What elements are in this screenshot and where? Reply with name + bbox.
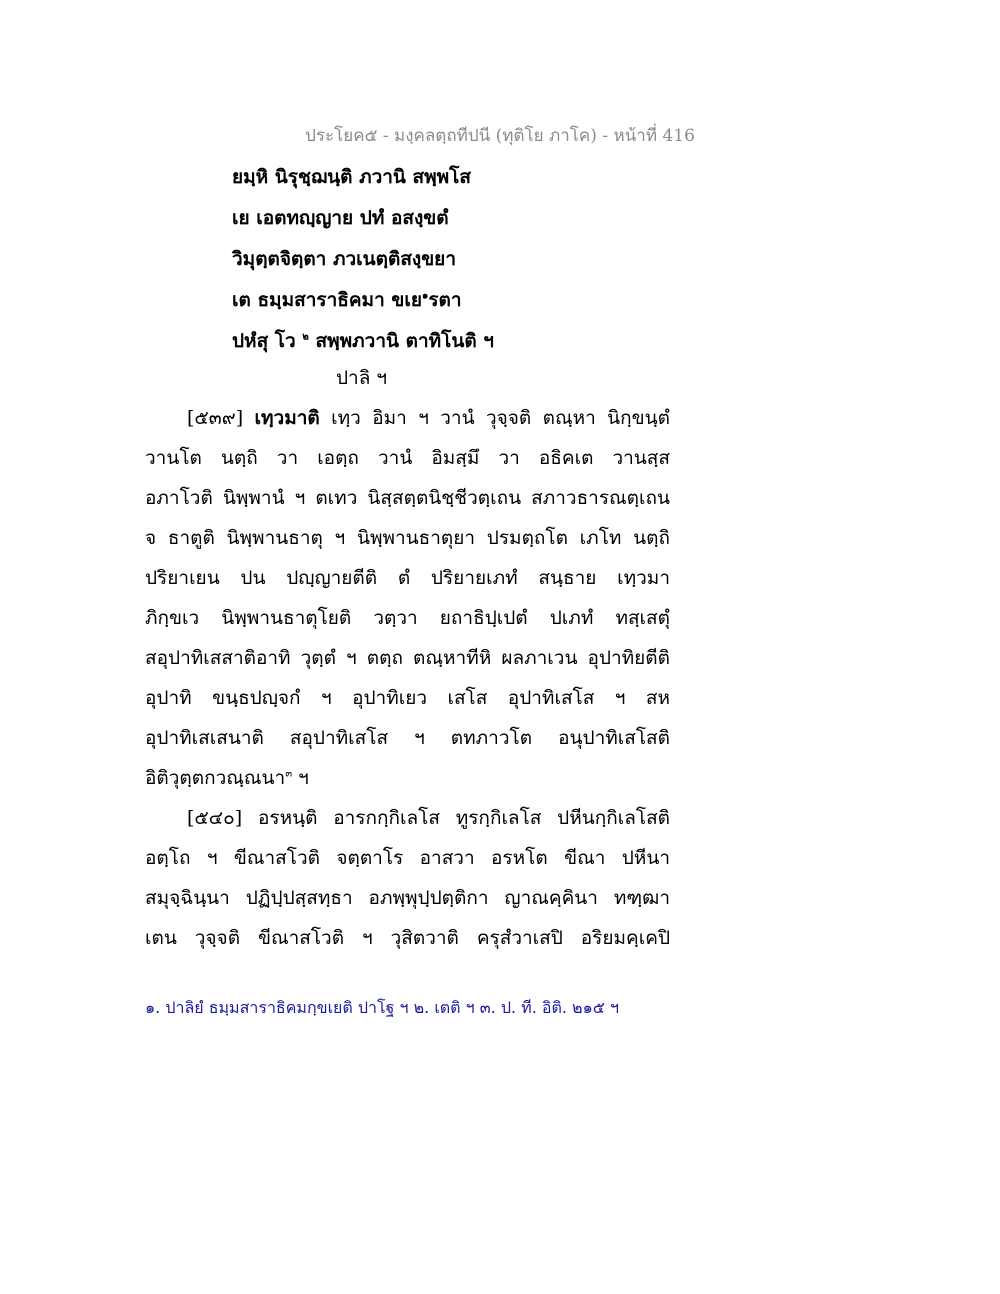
- para-539-line-2: วานโต นตฺถิ วา เอตฺถ วานํ อิมสฺมึ วา อธิคเต วานสฺส: [145, 447, 670, 469]
- verse-line-2: เย เอตทญฺญาย ปทํ อสงฺขตํ: [232, 207, 449, 229]
- para-539-line-6: ภิกฺขเว นิพฺพานธาตุโยติ วตฺวา ยถาธิปฺเปตํ ปเภทํ ทสฺเสตุํ: [145, 607, 670, 629]
- para-539-line-4: จ ธาตูติ นิพฺพานธาตุ ฯ นิพฺพานธาตุยา ปรมตฺถโต เภโท นตฺถิ: [145, 527, 670, 549]
- commentary-body: [145, 398, 670, 958]
- para-539-number: [๕๓๙]: [187, 407, 244, 429]
- footnote-marker-3: ๓: [285, 768, 293, 780]
- para-540-line-1: [145, 798, 670, 838]
- para-539-line-8: อุปาทิ ขนฺธปญฺจกํ ฯ อุปาทิเยว เสโส อุปาทิเสโส ฯ สห: [145, 687, 670, 709]
- verse-line-5-start: ปหํสุ โว: [232, 330, 296, 352]
- pali-end-label: ปาลิ ฯ: [336, 367, 388, 389]
- para-539-line-9: อุปาทิเสเสนาติ สอุปาทิเสโส ฯ ตทภาวโต อนุปาทิเสโสติ: [145, 727, 670, 749]
- para-539-line-1-rest: เทฺว อิมา ฯ วานํ วุจฺจติ ตณฺหา นิกฺขนฺตํ: [331, 407, 670, 429]
- footnotes: ๑. ปาลิยํ ธมฺมสาราธิคมกฺขเยติ ปาโฐ ฯ ๒. เตติ ฯ ๓. ป. ที. อิติ. ๒๑๕ ฯ: [145, 998, 619, 1017]
- footnote-marker-1: ๑: [421, 290, 429, 302]
- verse-line-4-start: เต ธมฺมสาราธิคมา ขเย: [232, 289, 422, 311]
- verse-line-3: วิมุตฺตจิตฺตา ภวเนตฺติสงฺขยา: [232, 248, 456, 270]
- para-539-line-1: [145, 398, 670, 438]
- para-539-term: เทฺวมาติ: [254, 407, 320, 429]
- verse-block: [232, 157, 494, 362]
- para-539-line-3: อภาโวติ นิพฺพานํ ฯ ตเทว นิสฺสตฺตนิชฺชีวตฺเถน สภาวธารณตฺเถน: [145, 487, 670, 509]
- para-540-line-4: เตน วุจฺจติ ขีณาสโวติ ฯ วุสิตวาติ ครุสํวาเสปิ อริยมคฺเคปิ: [145, 927, 670, 949]
- verse-line-4-end: รตา: [428, 289, 462, 311]
- para-539-last-end: ฯ: [292, 767, 309, 789]
- verse-line-1: ยมฺหิ นิรุชฺฌนฺติ ภวานิ สพฺพโส: [232, 166, 471, 188]
- verse-line-4: [232, 280, 494, 321]
- page-header: [0, 122, 1000, 149]
- para-539-last-text: อิติวุตฺตกวณฺณนา: [145, 767, 286, 789]
- para-540-line-3: สมุจฺฉินฺนา ปฏิปฺปสฺสทฺธา อภพฺพุปฺปตฺติกา ญาณคฺคินา ทฑฺฒา: [145, 887, 670, 909]
- verse-line-5: [232, 321, 494, 362]
- para-539-line-7: สอุปาทิเสสาติอาทิ วุตฺตํ ฯ ตตฺถ ตณฺหาทีหิ ผลภาเวน อุปาทิยตีติ: [145, 647, 670, 669]
- para-539-line-10: [145, 758, 670, 798]
- para-540-line-1-rest: อรหนฺติ อารกกฺกิเลโส ทูรกฺกิเลโส ปหีนกฺกิเลโสติ: [257, 807, 671, 829]
- para-540-line-2: อตฺโถ ฯ ขีณาสโวติ จตฺตาโร อาสวา อรหโต ขีณา ปหีนา: [145, 847, 670, 869]
- footnote-marker-2: ๒: [302, 331, 309, 343]
- verse-line-5-end: สพฺพภวานิ ตาทิโนติ ฯ: [315, 330, 494, 352]
- para-539-line-5: ปริยาเยน ปน ปญฺญายตีติ ตํ ปริยายเภทํ สนฺธาย เทฺวมา: [145, 567, 670, 589]
- para-540-number: [๕๔๐]: [187, 807, 243, 829]
- page-header-text: ประโยค๕ - มงฺคลตฺถทีปนี (ทุติโย ภาโค) - หน้าที่ 416: [305, 126, 695, 146]
